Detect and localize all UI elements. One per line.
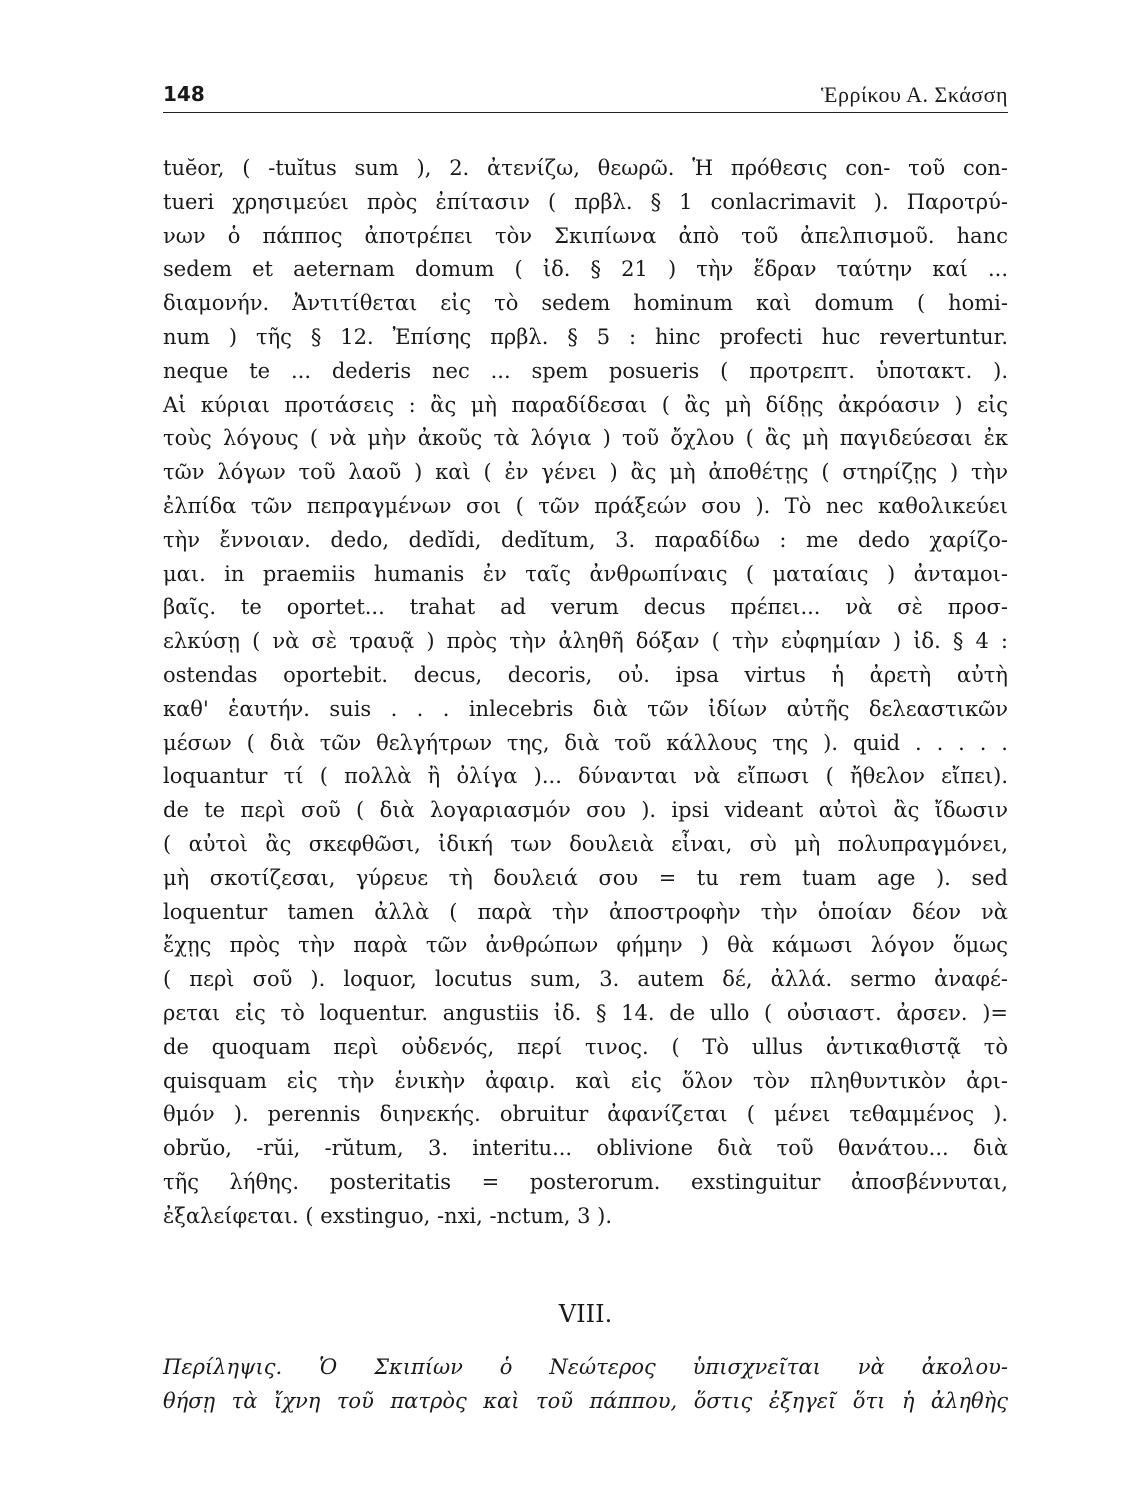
text-line: καθ' ἑαυτήν. suis . . . inlecebris διὰ τῶν ἰδίων αὐτῆς δελεαστικῶν	[163, 696, 1008, 721]
section-summary	[163, 1350, 1008, 1418]
text-line: ostendas oportebit. decus, decoris, οὐ. ipsa virtus ἡ ἀρετὴ αὐτὴ	[163, 662, 1008, 687]
text-line: ( αὐτοὶ ἂς σκεφθῶσι, ἰδική των δουλειὰ εἶναι, σὺ μὴ πολυπραγμόνει,	[163, 831, 1008, 856]
text-line: ἐξαλείφεται. ( exstinguo, -nxi, -nctum, 3 ).	[163, 1203, 613, 1228]
text-line: de quoquam περὶ οὐδενός, περί τινος. ( Τὸ ullus ἀντικαθιστᾷ τὸ	[163, 1034, 1008, 1059]
text-line: τοὺς λόγους ( νὰ μὴν ἀκοῦς τὰ λόγια ) τοῦ ὄχλου ( ἂς μὴ παγιδεύεσαι ἐκ	[163, 426, 1008, 451]
text-line: βαῖς. te oportet... trahat ad verum decus πρέπει... νὰ σὲ προσ-	[163, 595, 1008, 620]
text-line: θμόν ). perennis διηνεκής. obruitur ἀφανίζεται ( μένει τεθαμμένος ).	[163, 1102, 1008, 1127]
text-line: τὴν ἔννοιαν. dedo, dedĭdi, dedĭtum, 3. παραδίδω : me dedo χαρίζο-	[163, 527, 1008, 552]
text-line: sedem et aeternam domum ( ἰδ. § 21 ) τὴν ἕδραν ταύτην καί ...	[163, 257, 1008, 282]
text-line: διαμονήν. Ἀντιτίθεται εἰς τὸ sedem hominum καὶ domum ( homi-	[163, 291, 1008, 316]
text-line: μέσων ( διὰ τῶν θελγήτρων της, διὰ τοῦ κάλλους της ). quid . . . . .	[163, 730, 1008, 755]
text-line: loquentur tamen ἀλλὰ ( παρὰ τὴν ἀποστροφὴν τὴν ὁποίαν δέον νὰ	[163, 899, 1008, 924]
text-line: ἔχῃς πρὸς τὴν παρὰ τῶν ἀνθρώπων φήμην ) θὰ κάμωσι λόγον ὅμως	[163, 933, 1008, 958]
text-line: tueri χρησιμεύει πρὸς ἐπίτασιν ( πρβλ. § 1 conlacrimavit ). Παροτρύ-	[163, 189, 1008, 214]
text-line: tuĕor, ( -tuĭtus sum ), 2. ἀτενίζω, θεωρῶ. Ἡ πρόθεσις con- τοῦ con-	[163, 156, 1008, 180]
text-line: ελκύσῃ ( νὰ σὲ τραυᾷ ) πρὸς τὴν ἀληθῆ δόξαν ( τὴν εὐφημίαν ) ἰδ. § 4 :	[163, 629, 1008, 654]
commentary-text	[163, 152, 1008, 1234]
text-line: neque te ... dederis nec ... spem posueris ( προτρεπτ. ὑποτακτ. ).	[163, 358, 1008, 383]
text-line: quisquam εἰς τὴν ἑνικὴν ἀφαιρ. καὶ εἰς ὅλον τὸν πληθυντικὸν ἀρι-	[163, 1068, 1008, 1093]
text-line: de te περὶ σοῦ ( διὰ λογαριασμόν σου ). ipsi videant αὐτοὶ ἂς ἴδωσιν	[163, 798, 1008, 823]
summary-line: θήσῃ τὰ ἴχνη τοῦ πατρὸς καὶ τοῦ πάππου, ὅστις ἐξηγεῖ ὅτι ἡ ἀληθὴς	[163, 1389, 1008, 1413]
text-line: τῆς λήθης. posteritatis = posterorum. exstinguitur ἀποσβέννυται,	[163, 1169, 1008, 1194]
running-head: Ἑρρίκου Α. Σκάσση	[821, 82, 1008, 107]
summary-line: Περίληψις. Ὁ Σκιπίων ὁ Νεώτερος ὑπισχνεῖται νὰ ἀκολου-	[163, 1355, 1008, 1379]
text-line: μαι. in praemiis humanis ἐν ταῖς ἀνθρωπίναις ( ματαίαις ) ἀνταμοι-	[163, 561, 1008, 586]
text-line: ρεται εἰς τὸ loquentur. angustiis ἰδ. § 14. de ullo ( οὐσιαστ. ἀρσεν. )=	[163, 1000, 1008, 1025]
text-line: μὴ σκοτίζεσαι, γύρευε τὴ δουλειά σου = tu rem tuam age ). sed	[163, 865, 1008, 890]
text-line: loquantur τί ( πολλὰ ἢ ὀλίγα )... δύνανται νὰ εἴπωσι ( ἤθελον εἴπει).	[163, 764, 1008, 789]
page-header	[163, 82, 1008, 113]
text-line: τῶν λόγων τοῦ λαοῦ ) καὶ ( ἐν γένει ) ἂς μὴ ἀποθέτῃς ( στηρίζῃς ) τὴν	[163, 460, 1008, 485]
section-heading: VIII.	[558, 1300, 613, 1328]
text-line: ἐλπίδα τῶν πεπραγμένων σοι ( τῶν πράξεών σου ). Τὸ nec καθολικεύει	[163, 493, 1008, 518]
text-line: νων ὁ πάππος ἀποτρέπει τὸν Σκιπίωνα ἀπὸ τοῦ ἀπελπισμοῦ. hanc	[163, 223, 1008, 248]
page-number: 148	[163, 82, 205, 106]
text-line: Αἱ κύριαι προτάσεις : ἂς μὴ παραδίδεσαι ( ἂς μὴ δίδῃς ἀκρόασιν ) εἰς	[163, 392, 1008, 417]
text-line: obrŭo, -rŭi, -rŭtum, 3. interitu... oblivione διὰ τοῦ θανάτου... διὰ	[163, 1136, 1008, 1161]
text-line: ( περὶ σοῦ ). loquor, locutus sum, 3. autem δέ, ἀλλά. sermo ἀναφέ-	[163, 967, 1008, 992]
text-line: num ) τῆς § 12. Ἐπίσης πρβλ. § 5 : hinc profecti huc revertuntur.	[163, 324, 1008, 349]
